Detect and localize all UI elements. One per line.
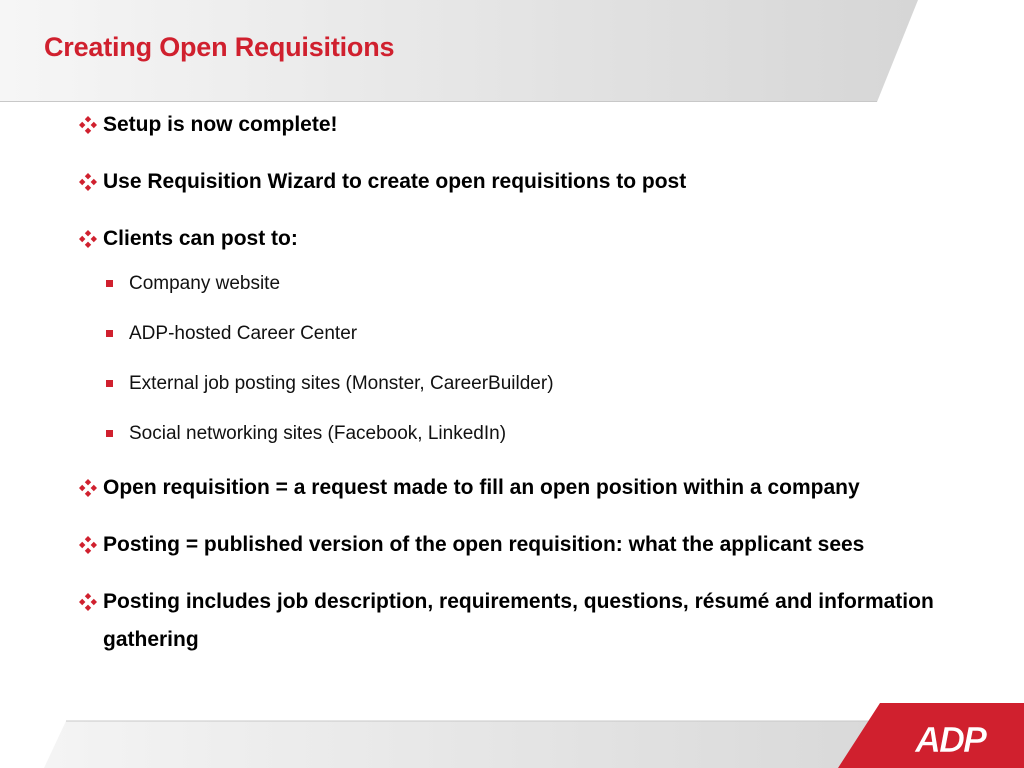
four-diamond-bullet-icon <box>78 115 98 135</box>
sub-bullet-item <box>78 269 978 299</box>
bullet-item <box>78 526 978 564</box>
logo-text: ADP <box>914 719 986 760</box>
bullet-text: Posting includes job description, requirements, questions, résumé and information gathering <box>103 590 934 651</box>
sub-bullet-text: Company website <box>129 273 281 294</box>
bullet-text: Open requisition = a request made to fill an open position within a company <box>103 476 860 499</box>
sub-bullet-item <box>78 369 978 399</box>
sub-bullet-text: Social networking sites (Facebook, LinkedIn) <box>129 423 507 444</box>
four-diamond-bullet-icon <box>78 229 98 249</box>
slide-title: Creating Open Requisitions <box>44 32 395 62</box>
bullet-text: Posting = published version of the open requisition: what the applicant sees <box>103 533 865 556</box>
four-diamond-bullet-icon <box>78 592 98 612</box>
sub-bullet-text: External job posting sites (Monster, CareerBuilder) <box>129 373 554 394</box>
four-diamond-bullet-icon <box>78 172 98 192</box>
sub-bullet-text: ADP-hosted Career Center <box>129 323 358 344</box>
red-square-bullet-icon <box>106 430 113 437</box>
bullet-list <box>78 106 978 678</box>
bullet-text: Clients can post to: <box>103 227 298 250</box>
bullet-text: Use Requisition Wizard to create open requisitions to post <box>103 170 687 193</box>
bullet-item <box>78 220 978 258</box>
bullet-text: Setup is now complete! <box>103 113 338 136</box>
bullet-item <box>78 163 978 201</box>
sub-bullet-item <box>78 319 978 349</box>
four-diamond-bullet-icon <box>78 535 98 555</box>
four-diamond-bullet-icon <box>78 478 98 498</box>
bullet-item <box>78 583 978 659</box>
red-square-bullet-icon <box>106 380 113 387</box>
bullet-item <box>78 469 978 507</box>
bullet-item <box>78 106 978 144</box>
sub-bullet-list <box>78 269 978 449</box>
red-square-bullet-icon <box>106 280 113 287</box>
adp-logo <box>838 703 1024 768</box>
red-square-bullet-icon <box>106 330 113 337</box>
sub-bullet-item <box>78 419 978 449</box>
